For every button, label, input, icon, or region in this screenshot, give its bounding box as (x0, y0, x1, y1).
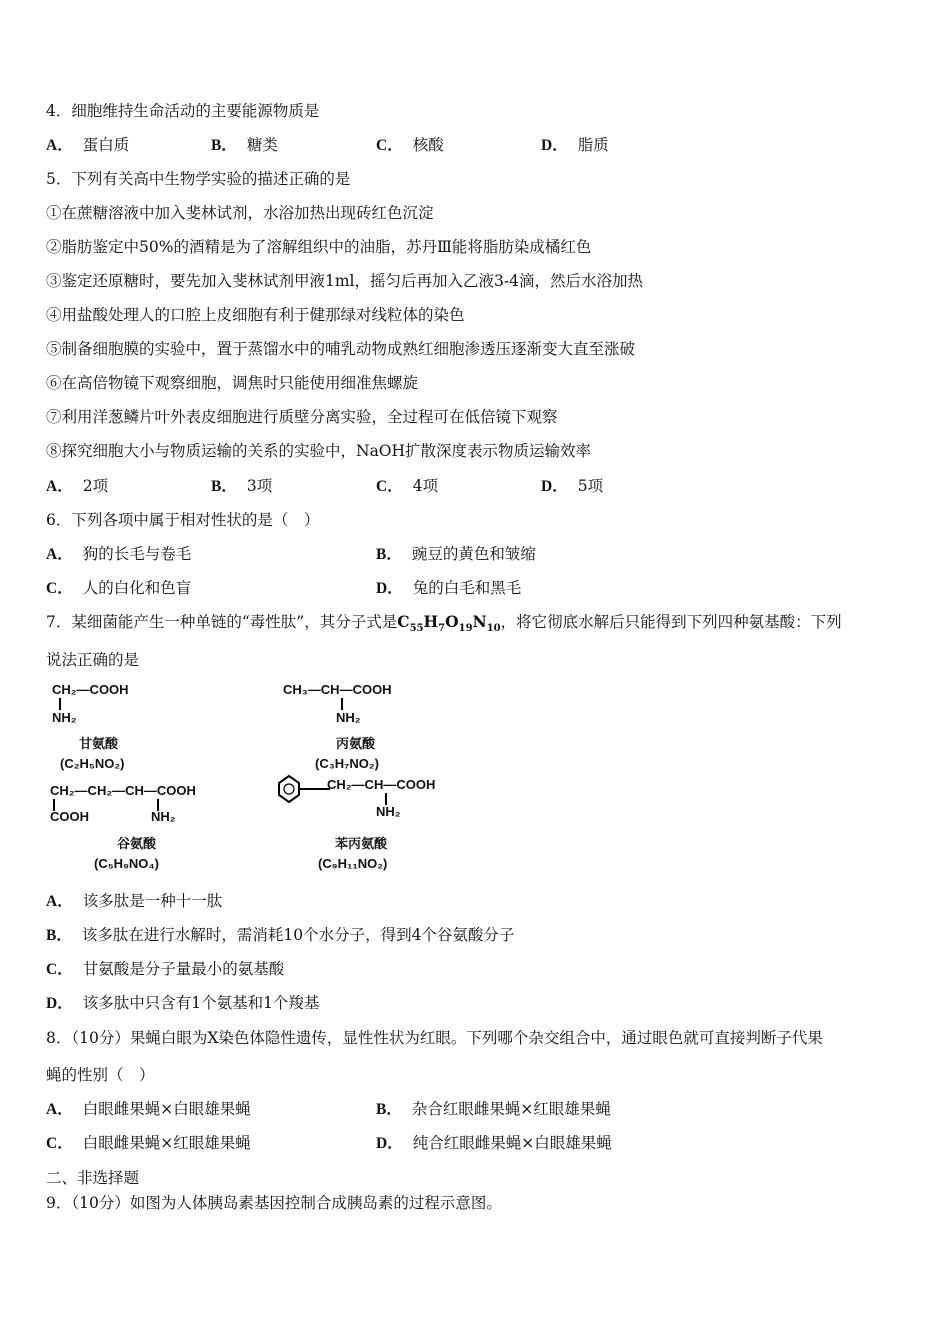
q7-stem-line2: 说法正确的是 (46, 651, 140, 669)
q6-option-b: B． 豌豆的黄色和皱缩 (376, 545, 536, 563)
alanine-structure-amino: NH₂ (336, 710, 361, 725)
glycine-structure-top: CH₂—COOH (52, 682, 129, 697)
glycine-formula: (C₂H₅NO₂) (60, 756, 125, 771)
molecular-formula: $C_{55}H_7O_{19}N_{10}$ (397, 612, 501, 635)
q8-stem-line2: 蝇的性别（ ） (46, 1066, 155, 1084)
phenylalanine-structure-top: CH₂—CH—COOH (327, 777, 436, 792)
q5-item-6: ⑥在高倍物镜下观察细胞，调焦时只能使用细准焦螺旋 (46, 374, 419, 392)
q5-item-8: ⑧探究细胞大小与物质运输的关系的实验中，NaOH扩散深度表示物质运输效率 (46, 442, 592, 460)
q4-option-c: C． 核酸 (376, 136, 444, 154)
q4-option-b: B． 糖类 (211, 136, 278, 154)
q5-item-4: ④用盐酸处理人的口腔上皮细胞有利于健那绿对线粒体的染色 (46, 306, 465, 324)
q7-option-d: D． 该多肽中只含有1个氨基和1个羧基 (46, 994, 320, 1012)
q7-stem: 7．某细菌能产生一种单链的“毒性肽”，其分子式是$C_{55}H_7O_{19}N_{10}$，将它彻底水解后只能得到下列四种氨基酸：下列 (46, 612, 842, 635)
q8-stem: 8．（10分）果蝇白眼为X染色体隐性遗传，显性性状为红眼。下列哪个杂交组合中，通过眼色就可直接判断子代果 (46, 1029, 823, 1047)
q4-stem: 4．细胞维持生命活动的主要能源物质是 (46, 102, 320, 120)
alanine-structure-top: CH₃—CH—COOH (283, 682, 392, 697)
q6-option-d: D． 兔的白毛和黑毛 (376, 579, 522, 597)
q5-item-5: ⑤制备细胞膜的实验中，置于蒸馏水中的哺乳动物成熟红细胞渗透压逐渐变大直至涨破 (46, 340, 636, 358)
phenylalanine-formula: (C₉H₁₁NO₂) (318, 856, 388, 871)
q8-option-c: C． 白眼雌果蝇×红眼雄果蝇 (46, 1134, 251, 1152)
q7-option-b: B． 该多肽在进行水解时，需消耗10个水分子，得到4个谷氨酸分子 (46, 926, 515, 944)
glycine-structure-amino: NH₂ (52, 710, 77, 725)
q5-option-b: B． 3项 (211, 477, 273, 495)
phenylalanine-name: 苯丙氨酸 (335, 836, 388, 851)
benzene-ring-icon (279, 776, 330, 802)
section-heading: 二、非选择题 (46, 1169, 140, 1187)
q5-item-7: ⑦利用洋葱鳞片叶外表皮细胞进行质壁分离实验，全过程可在低倍镜下观察 (46, 408, 558, 426)
q5-option-c: C． 4项 (376, 477, 439, 495)
glutamic-formula: (C₅H₉NO₄) (94, 856, 159, 871)
q4-option-d: D． 脂质 (541, 136, 609, 154)
q8-option-a: A． 白眼雌果蝇×白眼雄果蝇 (46, 1100, 251, 1118)
q7-option-a: A． 该多肽是一种十一肽 (46, 892, 223, 910)
amino-acid-figure (40, 675, 490, 875)
q5-stem: 5．下列有关高中生物学实验的描述正确的是 (46, 170, 351, 188)
q5-option-d: D． 5项 (541, 477, 604, 495)
q6-stem: 6．下列各项中属于相对性状的是（ ） (46, 511, 320, 529)
q7-option-c: C． 甘氨酸是分子量最小的氨基酸 (46, 960, 285, 978)
glutamic-structure-amino: NH₂ (151, 809, 176, 824)
glutamic-name: 谷氨酸 (117, 836, 157, 851)
q6-option-c: C． 人的白化和色盲 (46, 579, 192, 597)
phenylalanine-structure-amino: NH₂ (376, 804, 401, 819)
glycine-name: 甘氨酸 (79, 736, 119, 751)
q5-item-3: ③鉴定还原糖时，要先加入斐林试剂甲液1ml，摇匀后再加入乙液3-4滴，然后水浴加热 (46, 272, 643, 290)
alanine-name: 丙氨酸 (336, 736, 376, 751)
glutamic-structure-carboxyl: COOH (50, 809, 89, 824)
glutamic-structure-top: CH₂—CH₂—CH—COOH (50, 783, 196, 798)
q5-item-2: ②脂肪鉴定中50%的酒精是为了溶解组织中的油脂，苏丹Ⅲ能将脂肪染成橘红色 (46, 238, 592, 256)
q8-option-b: B． 杂合红眼雌果蝇×红眼雄果蝇 (376, 1100, 611, 1118)
q5-item-1: ①在蔗糖溶液中加入斐林试剂，水浴加热出现砖红色沉淀 (46, 204, 434, 222)
q6-option-a: A． 狗的长毛与卷毛 (46, 545, 192, 563)
q9-stem: 9．（10分）如图为人体胰岛素基因控制合成胰岛素的过程示意图。 (46, 1194, 502, 1212)
q4-option-a: A． 蛋白质 (46, 136, 130, 154)
alanine-formula: (C₃H₇NO₂) (315, 756, 379, 771)
q5-option-a: A． 2项 (46, 477, 109, 495)
q8-option-d: D． 纯合红眼雌果蝇×白眼雄果蝇 (376, 1134, 612, 1152)
